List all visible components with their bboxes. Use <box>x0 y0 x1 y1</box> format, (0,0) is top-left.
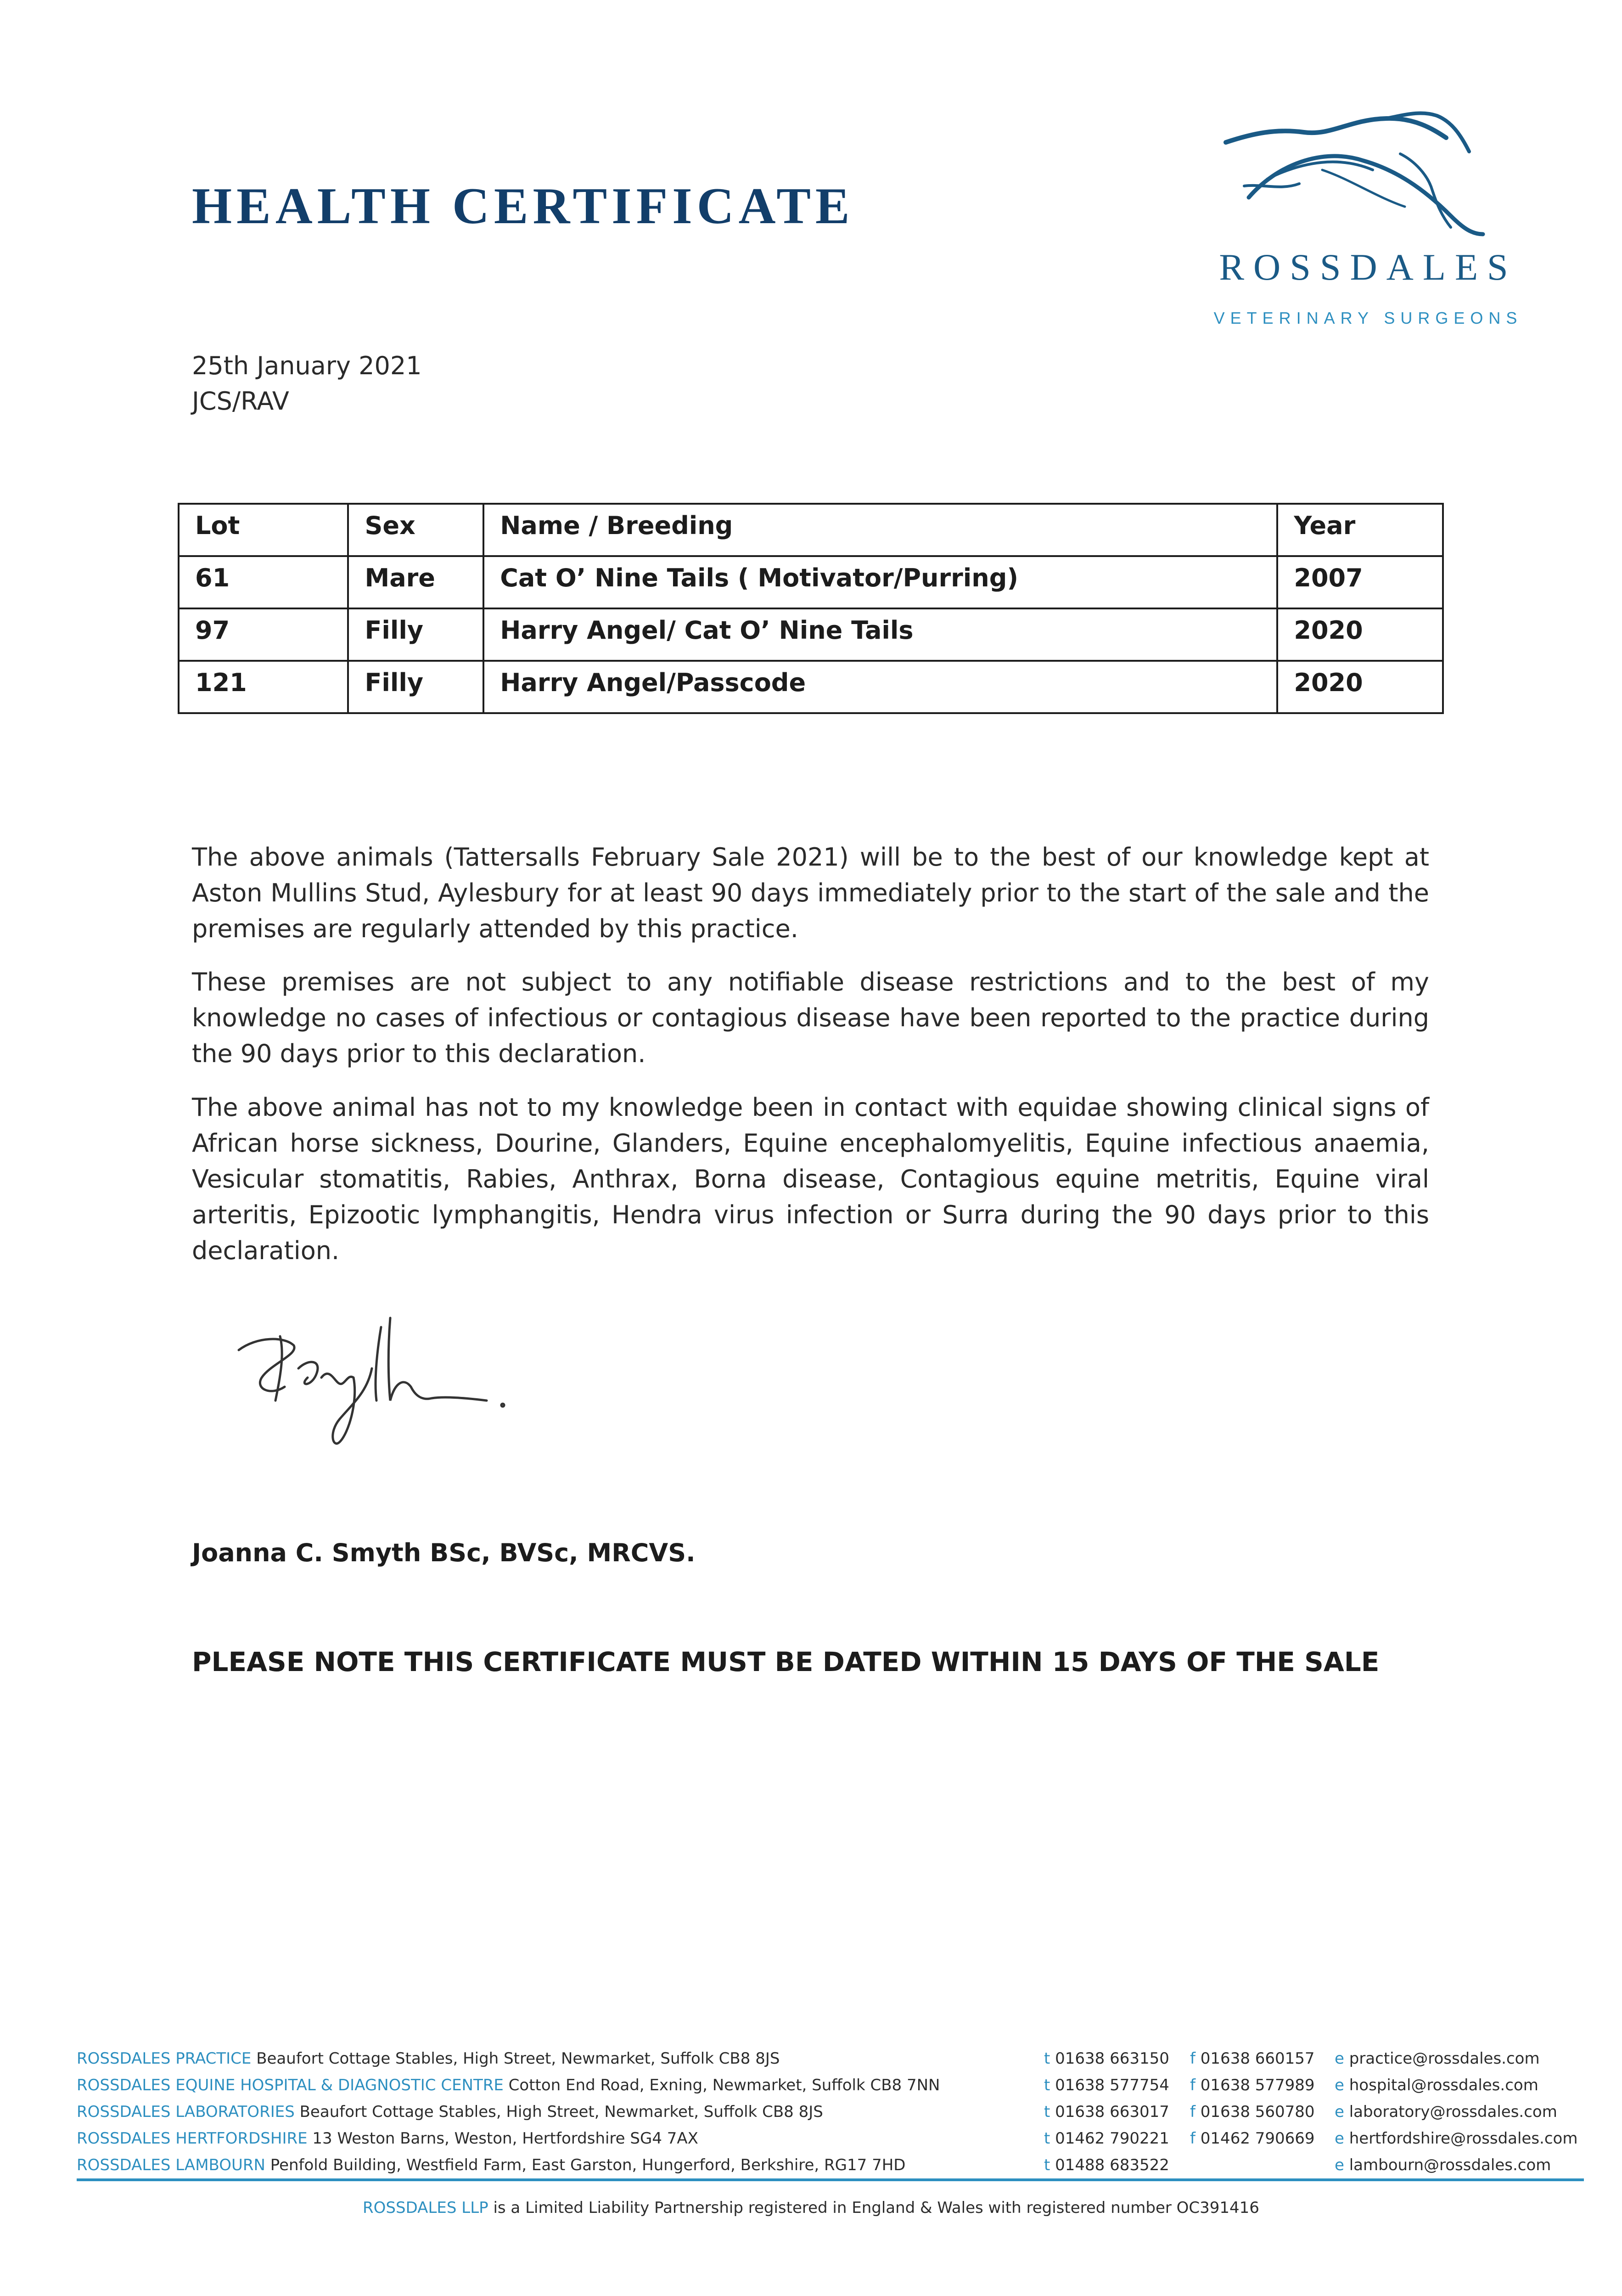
office-fax: 01638 660157 <box>1200 2049 1315 2068</box>
table-row <box>179 556 1443 608</box>
office-fax: 01638 577989 <box>1200 2076 1315 2094</box>
office-name: ROSSDALES LABORATORIES <box>77 2103 295 2121</box>
office-email[interactable]: laboratory@rossdales.com <box>1349 2103 1557 2121</box>
office-name: ROSSDALES EQUINE HOSPITAL & DIAGNOSTIC CENTRE <box>77 2076 504 2094</box>
office-email[interactable]: lambourn@rossdales.com <box>1349 2156 1551 2174</box>
footer-office-row: ROSSDALES HERTFORDSHIRE 13 Weston Barns, Weston, Hertfordshire SG4 7AX t 01462 790221 f 01462 790669 e hertfordshire@rossdales.com <box>77 2129 1578 2148</box>
office-address: Beaufort Cottage Stables, High Street, Newmarket, Suffolk CB8 8JS <box>256 2049 780 2068</box>
cell-name: Cat O’ Nine Tails ( Motivator/Purring) <box>483 556 1277 608</box>
footer-office-row: ROSSDALES EQUINE HOSPITAL & DIAGNOSTIC CENTRE Cotton End Road, Exning, Newmarket, Suffolk CB8 7NN t 01638 577754 f 01638 577989 e hospital@rossdales.com <box>77 2076 1538 2094</box>
paragraph-restrictions: These premises are not subject to any notifiable disease restrictions and to the best of my knowledge no cases of infectious or contagious disease have been reported to the practice during the 90 days prior to this declaration. <box>192 968 1429 1068</box>
header-cell-year: Year <box>1277 504 1443 556</box>
reference-code: JCS/RAV <box>192 387 289 416</box>
footer-office-row: ROSSDALES PRACTICE Beaufort Cottage Stables, High Street, Newmarket, Suffolk CB8 8JS t 01638 663150 f 01638 660157 e practice@rossdales.com <box>77 2049 1540 2068</box>
logo-wordmark: ROSSDALES <box>1219 246 1517 288</box>
llp-name: ROSSDALES LLP <box>363 2199 488 2217</box>
office-address: Beaufort Cottage Stables, High Street, Newmarket, Suffolk CB8 8JS <box>299 2103 823 2121</box>
footer-office-row: ROSSDALES LAMBOURN Penfold Building, Westfield Farm, East Garston, Hungerford, Berkshire, RG17 7HD t 01488 683522 e lambourn@rossdales.com <box>77 2156 1551 2174</box>
table-header-row <box>179 504 1443 556</box>
signature-image <box>230 1309 514 1460</box>
llp-text: is a Limited Liability Partnership registered in England & Wales with registered number OC391416 <box>493 2199 1259 2217</box>
office-phone: 01638 663017 <box>1055 2103 1169 2121</box>
cell-lot: 121 <box>179 661 348 713</box>
office-fax: 01638 560780 <box>1200 2103 1315 2121</box>
cell-name: Harry Angel/Passcode <box>483 661 1277 713</box>
office-phone: 01488 683522 <box>1055 2156 1169 2174</box>
dating-notice: PLEASE NOTE THIS CERTIFICATE MUST BE DATED WITHIN 15 DAYS OF THE SALE <box>192 1646 1380 1677</box>
table-row <box>179 608 1443 661</box>
office-name: ROSSDALES LAMBOURN <box>77 2156 265 2174</box>
paragraph-diseases: The above animal has not to my knowledge been in contact with equidae showing clinical signs of African horse sickness, Dourine, Glanders, Equine encephalomyelitis, Equine infectious anaemia, Vesicular stomatitis, Rabies, Anthrax, Borna disease, Contagious equine metritis, Equine viral arteritis, Epizootic lymphangitis, Hendra virus infection or Surra during the 90 days prior to this declaration. <box>192 1093 1429 1265</box>
table-row <box>179 661 1443 713</box>
office-address: 13 Weston Barns, Weston, Hertfordshire SG4 7AX <box>312 2129 698 2148</box>
header-cell-sex: Sex <box>348 504 483 556</box>
office-phone: 01638 577754 <box>1055 2076 1169 2094</box>
page-title: HEALTH CERTIFICATE <box>192 178 854 235</box>
office-fax: 01462 790669 <box>1200 2129 1315 2148</box>
cell-name: Harry Angel/ Cat O’ Nine Tails <box>483 608 1277 661</box>
footer-office-row: ROSSDALES LABORATORIES Beaufort Cottage Stables, High Street, Newmarket, Suffolk CB8 8JS t 01638 663017 f 01638 560780 e laboratory@rossdales.com <box>77 2103 1557 2121</box>
cell-lot: 61 <box>179 556 348 608</box>
header-cell-name: Name / Breeding <box>483 504 1277 556</box>
cell-sex: Mare <box>348 556 483 608</box>
logo-subtitle: VETERINARY SURGEONS <box>1213 309 1523 327</box>
certificate-date: 25th January 2021 <box>192 351 422 380</box>
llp-registration <box>0 2199 1622 2217</box>
header-cell-lot: Lot <box>179 504 348 556</box>
cell-sex: Filly <box>348 661 483 713</box>
paragraph-premises: The above animals (Tattersalls February Sale 2021) will be to the best of our knowledge kept at Aston Mullins Stud, Aylesbury for at least 90 days immediately prior to the start of the sale and the premises are regularly attended by this practice. <box>192 843 1429 943</box>
signer-name: Joanna C. Smyth BSc, BVSc, MRCVS. <box>192 1538 696 1567</box>
footer-divider <box>77 2178 1584 2181</box>
cell-lot: 97 <box>179 608 348 661</box>
office-phone: 01638 663150 <box>1055 2049 1169 2068</box>
cell-year: 2020 <box>1277 661 1443 713</box>
office-email[interactable]: practice@rossdales.com <box>1349 2049 1540 2068</box>
office-email[interactable]: hertfordshire@rossdales.com <box>1349 2129 1578 2148</box>
cell-year: 2020 <box>1277 608 1443 661</box>
rossdales-horse-logo-icon <box>1212 110 1524 331</box>
cell-sex: Filly <box>348 608 483 661</box>
office-name: ROSSDALES PRACTICE <box>77 2049 252 2068</box>
cell-year: 2007 <box>1277 556 1443 608</box>
office-address: Cotton End Road, Exning, Newmarket, Suffolk CB8 7NN <box>508 2076 940 2094</box>
office-address: Penfold Building, Westfield Farm, East Garston, Hungerford, Berkshire, RG17 7HD <box>270 2156 906 2174</box>
office-email[interactable]: hospital@rossdales.com <box>1349 2076 1538 2094</box>
office-phone: 01462 790221 <box>1055 2129 1169 2148</box>
office-name: ROSSDALES HERTFORDSHIRE <box>77 2129 308 2148</box>
lots-table <box>178 503 1444 714</box>
